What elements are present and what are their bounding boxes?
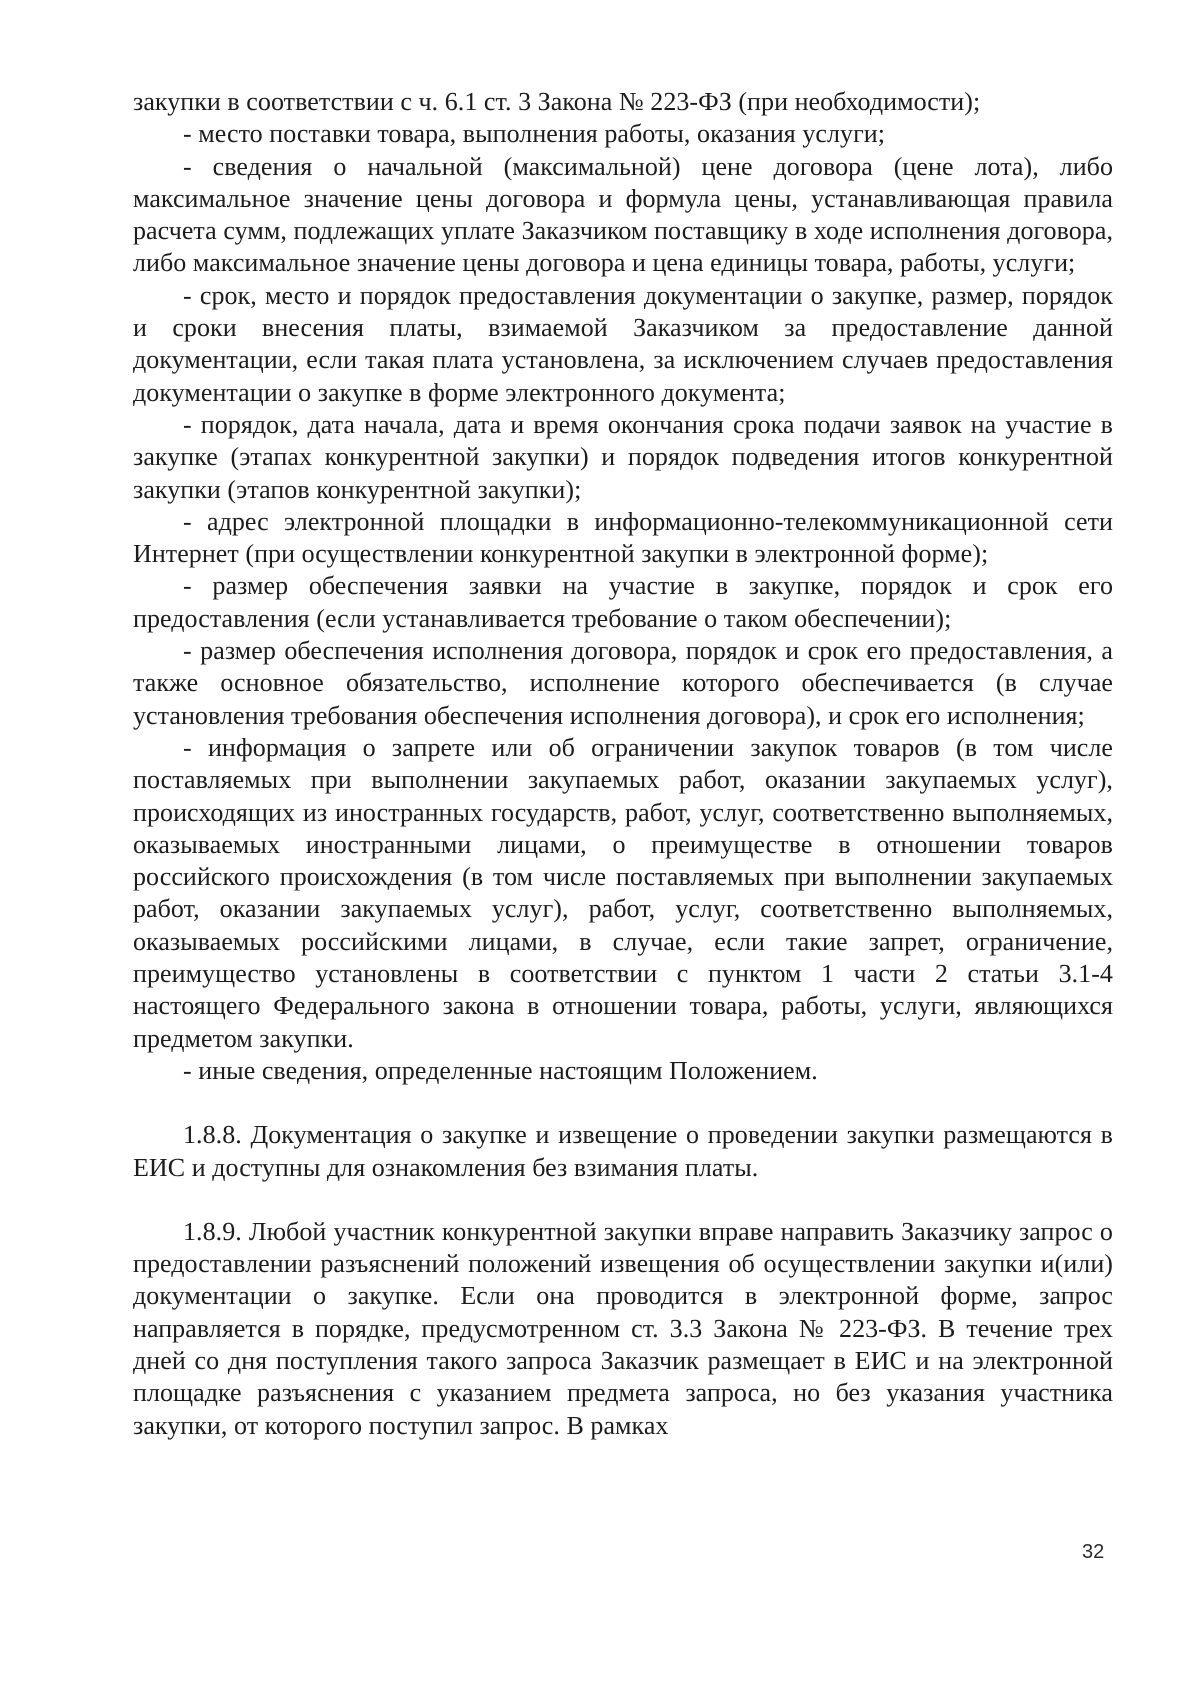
paragraph: - сведения о начальной (максимальной) цене договора (цене лота), либо максимальное значение цены договора и формула цены, устанавливающая правила расчета сумм, подлежащих уплате Заказчиком поставщику в ходе исполнения договора, либо максимальное значение цены договора и цена единицы товара, работы, услуги; <box>133 151 1113 278</box>
paragraph: - размер обеспечения заявки на участие в закупке, порядок и срок его предоставления (если устанавливается требование о таком обеспечении); <box>133 571 1113 633</box>
paragraph: - размер обеспечения исполнения договора, порядок и срок его предоставления, а также основное обязательство, исполнение которого обеспечивается (в случае установления требования обеспечения исполнения договора), и срок его исполнения; <box>133 636 1113 730</box>
paragraph: - информация о запрете или об ограничении закупок товаров (в том числе поставляемых при выполнении закупаемых работ, оказании закупаемых услуг), происходящих из иностранных государств, работ, услуг, соответственно выполняемых, оказываемых иностранными лицами, о преимуществе в отношении товаров российского происхождения (в том числе поставляемых при выполнении закупаемых работ, оказании закупаемых услуг), работ, услуг, соответственно выполняемых, оказываемых российскими лицами, в случае, если такие запрет, ограничение, преимущество установлены в соответствии с пунктом 1 части 2 статьи 3.1-4 настоящего Федерального закона в отношении товара, работы, услуги, являющихся предметом закупки. <box>133 732 1113 1053</box>
section-1-8-8: 1.8.8. Документация о закупке и извещение о проведении закупки размещаются в ЕИС и доступны для ознакомления без взимания платы. <box>133 1120 1113 1182</box>
paragraph: закупки в соответствии с ч. 6.1 ст. 3 Закона № 223-ФЗ (при необходимости); <box>133 87 981 116</box>
page-number: 32 <box>1082 1541 1105 1563</box>
paragraph: - адрес электронной площадки в информационно-телекоммуникационной сети Интернет (при осуществлении конкурентной закупки в электронной форме); <box>133 506 1113 569</box>
section-1-8-9: 1.8.9. Любой участник конкурентной закупки вправе направить Заказчику запрос о предоставлении разъяснений положений извещения об осуществлении закупки и(или) документации о закупке. Если она проводится в электронной форме, запрос направляется в порядке, предусмотренном ст. 3.3 Закона № 223-ФЗ. В течение трех дней со дня поступления такого запроса Заказчик размещает в ЕИС и на электронной площадке разъяснения с указанием предмета запроса, но без указания участника закупки, от которого поступил запрос. В рамках <box>133 1216 1113 1440</box>
paragraph: - порядок, дата начала, дата и время окончания срока подачи заявок на участие в закупке (этапах конкурентной закупки) и порядок подведения итогов конкурентной закупки (этапов конкурентной закупки); <box>133 409 1113 504</box>
paragraph: - срок, место и порядок предоставления документации о закупке, размер, порядок и сроки внесения платы, взимаемой Заказчиком за предоставление данной документации, если такая плата установлена, за исключением случаев предоставления документации о закупке в форме электронного документа; <box>133 280 1113 407</box>
paragraph: - место поставки товара, выполнения работы, оказания услуги; <box>183 119 886 149</box>
paragraph: - иные сведения, определенные настоящим Положением. <box>183 1055 818 1085</box>
document-body <box>133 86 1113 1442</box>
